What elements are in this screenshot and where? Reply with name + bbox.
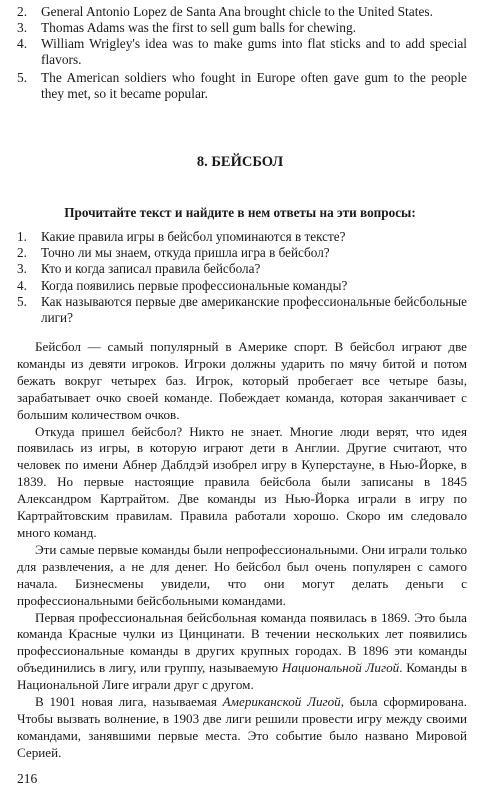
question-item: [17, 278, 467, 294]
question-item: [17, 261, 467, 277]
question-text: Точно ли мы знаем, откуда пришла игра в бейсбол?: [41, 245, 330, 261]
item-text: William Wrigley's idea was to make gums into flat sticks and to add special flavors.: [41, 36, 467, 67]
list-item: [17, 70, 467, 102]
article-body: [17, 339, 467, 762]
question-number: 5.: [17, 293, 27, 309]
paragraph: [17, 542, 467, 610]
league-name: Национальной Лигой: [281, 660, 400, 676]
question-text: Как называются первые две американские профессиональные бейсбольные лиги?: [41, 293, 467, 326]
question-number: 4.: [17, 277, 27, 293]
item-text: General Antonio Lopez de Santa Ana brought chicle to the United States.: [41, 4, 433, 19]
paragraph: [17, 610, 467, 695]
list-item: [17, 4, 467, 20]
item-number: 5.: [17, 70, 28, 85]
page-number: 216: [17, 771, 38, 786]
question-text: Кто и когда записал правила бейсбола?: [41, 261, 261, 277]
paragraph: [17, 424, 467, 542]
paragraph-text: В 1901 новая лига, называемая: [35, 694, 217, 710]
paragraph-text: . Команды в Национальной Лиге играли друг с другом.: [17, 660, 468, 693]
section-heading: 8. БЕЙСБОЛ: [196, 154, 284, 170]
paragraph-text: Эти самые первые команды были непрофессиональными. Они играли только для развлечения, а не для денег. Но бейсбол был очень популярен с самого начала. Бизнесмены увидели, что они могут делать деньги с профессиональными бейсбольными командами.: [17, 541, 467, 608]
question-number: 3.: [17, 261, 27, 277]
paragraph-text: Первая профессиональная бейсбольная команда появилась в 1869. Это была команда Красные чулки из Цинцинати. В течении нескольких лет появились профессиональные команды в других крупных городах. В 1896 эти команды объединились в лигу, или группу, называемую: [17, 609, 467, 676]
question-text: Когда появились первые профессиональные команды?: [41, 277, 348, 293]
item-text: The American soldiers who fought in Europe often gave gum to the people they met, so it became popular.: [41, 70, 467, 101]
instruction-text: Прочитайте текст и найдите в нем ответы на эти вопросы:: [64, 205, 416, 220]
question-item: [17, 245, 467, 261]
item-number: 3.: [17, 20, 28, 35]
question-item: [17, 229, 467, 245]
list-item: [17, 36, 467, 68]
paragraph: [17, 339, 467, 424]
previous-answers-list: [17, 4, 467, 102]
league-name: Американской Лигой: [222, 694, 341, 710]
paragraph-text: Откуда пришел бейсбол? Никто не знает. Многие люди верят, что идея появилась из игры, в которую играют дети в Англии. Другие считают, что человек по имени Абнер Даблдэй изобрел игру в Куперстауне, в Нью-Йорке, в 1839. Но первые настоящие правила бейсбола были записаны в 1845 Александром Картрайтом. Две команды из Нью-Йорка играли в игру по Картрайтовским правилам. Правила работали хорошо. Скоро им следовало много команд.: [17, 423, 467, 540]
item-number: 2.: [17, 4, 28, 19]
item-number: 4.: [17, 36, 28, 51]
item-text: Thomas Adams was the first to sell gum balls for chewing.: [41, 20, 356, 35]
questions-list: [17, 229, 467, 326]
list-item: [17, 20, 467, 36]
question-item: [17, 294, 467, 326]
paragraph-text: , была сформирована. Чтобы вызвать волнение, в 1903 две лиги решили провести игру между своими командами, занявшими первые места. Это событие было названо Мировой Серией.: [17, 694, 467, 760]
question-number: 1.: [17, 229, 27, 244]
paragraph-text: Бейсбол — самый популярный в Америке спорт. В бейсбол играют две команды из девяти игроков. Игроки должны ударить по мячу битой и потом бежать вокруг четырех баз. Игрок, который пробегает все четыре базы, зарабатывает очко своей команде. Побеждает команда, которая заканчивает с большим количеством очков.: [17, 339, 467, 422]
question-text: Какие правила игры в бейсбол упоминаются в тексте?: [41, 229, 346, 244]
paragraph: [17, 694, 467, 762]
question-number: 2.: [17, 245, 27, 261]
